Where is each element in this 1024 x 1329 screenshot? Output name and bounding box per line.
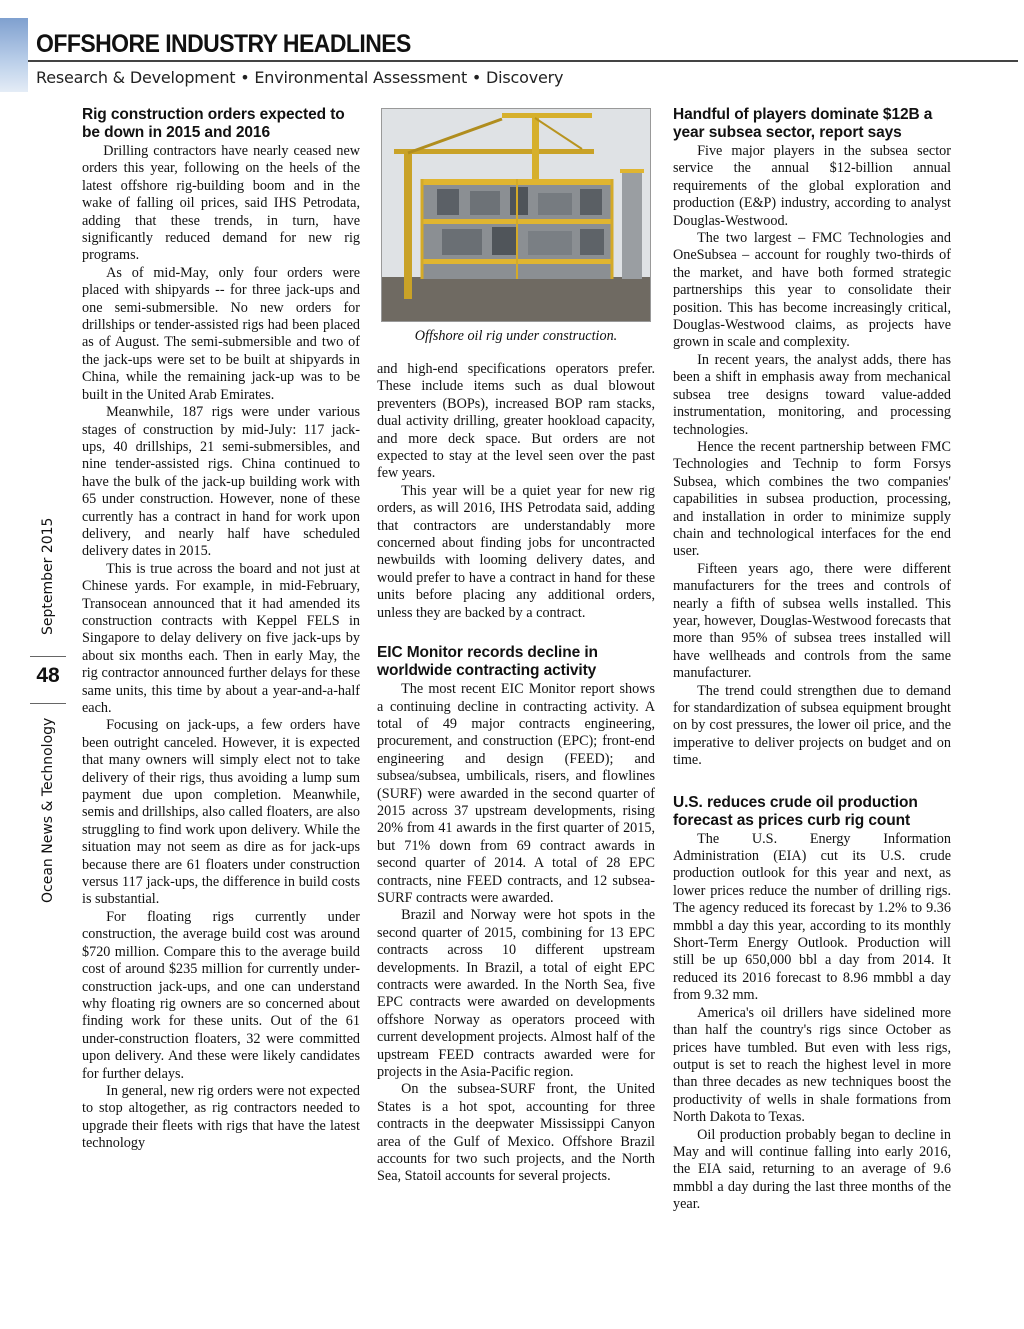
paragraph: This year will be a quiet year for new rig orders, as will 2016, IHS Petrodata said, adding that contractors are understandably more concerned about finding jobs for uncontracted newbuilds with looming delivery dates, and would prefer to have a contract in hand for these units before placing any additional orders, unless they are backed by a contract. — [377, 482, 655, 621]
paragraph: On the subsea-SURF front, the United States is a hot spot, accounting for three contracts in the deepwater Mississippi Canyon area of the Gulf of Mexico. Offshore Brazil accounts for two such projects, and the North Sea, Statoil accounts for several projects. — [377, 1081, 655, 1185]
side-folio — [36, 506, 60, 906]
paragraph: America's oil drillers have sidelined more than half the country's rigs since October as prices have tumbled. But even with less rigs, output is set to reach the highest level in more than three decades as new techniques boost the productivity of wells in shale formations from North Dakota to Texas. — [673, 1004, 951, 1126]
paragraph: Fifteen years ago, there were different manufacturers for the trees and controls of nearly a fifth of subsea wells installed. This year, however, Douglas-Westwood forecasts that more than 95% of subsea trees installed will have wellheads and controls from the same manufacturer. — [673, 560, 951, 682]
paragraph: Five major players in the subsea sector service the annual $12-billion annual requirements of the global exploration and production (E&P) industry, according to analyst Douglas-Westwood. — [673, 143, 951, 229]
paragraph: Oil production probably began to decline in May and will continue falling into early 2016, the EIA said, returning to an average of 9.6 mmbbl a day during the last three months of the year. — [673, 1126, 951, 1213]
paragraph: The two largest – FMC Technologies and OneSubsea – account for roughly two-thirds of the market, and have both formed strategic partnerships this year to consolidate their position. This has become increasingly critical, Douglas-Westwood claims, as projects have grown in scale and complexity. — [673, 230, 951, 351]
section-title: OFFSHORE INDUSTRY HEADLINES — [36, 30, 411, 58]
section-subtitle: Research & Development • Environmental Assessment • Discovery — [36, 68, 564, 87]
paragraph: Meanwhile, 187 rigs were under various stages of construction by mid-July: 117 jack-ups, 40 drillships, 21 semi-submersibles, and nine tender-assisted rigs. China continued to have the bulk of the jack-up building work with 65 under construction. However, none of these currently has a contract in hand for work upon delivery, and nearly half have scheduled delivery dates in 2015. — [82, 404, 360, 560]
headline-us-crude-forecast: U.S. reduces crude oil production forecast as prices curb rig count — [673, 793, 918, 829]
offshore-rig-photo — [381, 108, 651, 322]
header-accent-bar — [0, 18, 28, 92]
photo-caption: Offshore oil rig under construction. — [414, 328, 618, 344]
headline-subsea-sector: Handful of players dominate $12B a year subsea sector, report says — [673, 106, 933, 141]
page-number: 48 — [36, 664, 60, 687]
header-divider — [28, 60, 1018, 62]
paragraph: In recent years, the analyst adds, there has been a shift in emphasis away from mechanical subsea tree designs toward value-added instrumentation, monitoring, and processing technologies. — [673, 351, 951, 438]
folio-divider-bottom — [30, 703, 66, 704]
headline-rig-orders: Rig construction orders expected to be down in 2015 and 2016 — [82, 106, 345, 141]
issue-date: September 2015 — [40, 517, 56, 635]
paragraph: The U.S. Energy Information Administration (EIA) cut its U.S. crude production outlook for this year and next, as lower prices reduce the number of drilling rigs. The agency reduced its forecast by 1.2% to 9.36 mmbbl a day this year, according to its monthly Short-Term Energy Outlook. Production will still be up 650,000 bbl a day from 2014. It reduced its 2016 forecast to 8.96 mmbbl a day from 9.32 mm. — [673, 830, 951, 1004]
paragraph: This is true across the board and not just at Chinese yards. For example, in mid-February, Transocean announced that it had amended its construction contracts with Keppel FELS in Singapore to delay delivery on five jack-ups by about six months each. Then in early May, the rig contractor announced further delays for these same units, this time by about a year-and-a-half each. — [82, 560, 360, 716]
rig-illustration — [382, 109, 650, 321]
paragraph: As of mid-May, only four orders were placed with shipyards -- for three jack-ups and one semi-submersible. No new orders for drillships or tender-assisted rigs had been placed as of August. The semi-submersible and two of the jack-ups were set to be built at shipyards in China, while the remaining jack-up was to be built in the United Arab Emirates. — [82, 264, 360, 403]
paragraph: Brazil and Norway were hot spots in the second quarter of 2015, combining for 13 EPC contracts across 10 different upstream developments. In Brazil, a total of eight EPC contracts were awarded. In the North Sea, five EPC contracts were awarded on developments offshore Norway as operators proceed with current development projects. Almost half of the upstream FEED contracts awarded were for projects in the Asia-Pacific region. — [377, 907, 655, 1081]
headline-eic-monitor: EIC Monitor records decline in worldwide contracting activity — [377, 644, 598, 680]
paragraph: In general, new rig orders were not expected to stop altogether, as rig contractors needed to upgrade their fleets with rigs that have the latest technology — [82, 1082, 360, 1152]
column-3 — [673, 106, 951, 1214]
paragraph: Drilling contractors have nearly ceased new orders this year, following on the heels of the latest offshore rig-building boom and in the wake of falling oil prices, said IHS Petrodata, adding that these trends, in turn, have significantly reduced demand for new rig programs. — [82, 143, 360, 264]
paragraph: Hence the recent partnership between FMC Technologies and Technip to form Forsys Subsea, which combines the two companies' capabilities in subsea production, processing, and installation in order to minimize supply chain and technological interfaces for the end user. — [673, 438, 951, 560]
column-1 — [82, 106, 360, 1153]
paragraph: Focusing on jack-ups, a few orders have been outright canceled. However, it is expected that many owners will simply elect not to take delivery of their rigs, thus avoiding a lump sum payment due upon completion. Meanwhile, semis and drillships, also called floaters, are also struggling to find work upon delivery. While the situation may not seem as dire as for jack-ups because there are 61 floaters under construction versus 117 jack-ups, the difference in build costs is substantial. — [82, 717, 360, 908]
paragraph: The most recent EIC Monitor report shows a continuing decline in contracting activity. A total of 49 major contracts engineering, procurement, and construction (EPC); front-end engineering and design (FEED); and subsea/subsea, umbilicals, risers, and flowlines (SURF) were awarded in the second quarter of 2015 across 37 upstream developments, rising 20% from 41 awards in the first quarter of 2015, but 71% down from 69 contract awards in second quarter of 2014. A total of 28 EPC contracts, nine FEED contracts, and 12 subsea-SURF contracts were awarded. — [377, 681, 655, 906]
paragraph: For floating rigs currently under construction, the average build cost was around $720 million. Compare this to the average build cost of around $235 million for currently under-construction jack-ups, and one can understand why floating rig owners are so concerned about finding work for these units. Out of the 61 under-construction floaters, 32 were committed upon delivery. And these were likely candidates for further delays. — [82, 908, 360, 1082]
paragraph: The trend could strengthen due to demand for standardization of subsea equipment brought on by cost pressures, the lower oil price, and the imperative to deliver projects on budget and on time. — [673, 682, 951, 769]
folio-divider-top — [30, 656, 66, 657]
publication-name: Ocean News & Technology — [40, 717, 56, 903]
column-2 — [377, 108, 655, 1186]
paragraph: and high-end specifications operators prefer. These include items such as dual blowout preventers (BOPs), increased BOP ram stacks, dual activity drilling, greater hookload capacity, and more deck space. But orders are not expected to stay at the level seen over the past few years. — [377, 361, 655, 482]
